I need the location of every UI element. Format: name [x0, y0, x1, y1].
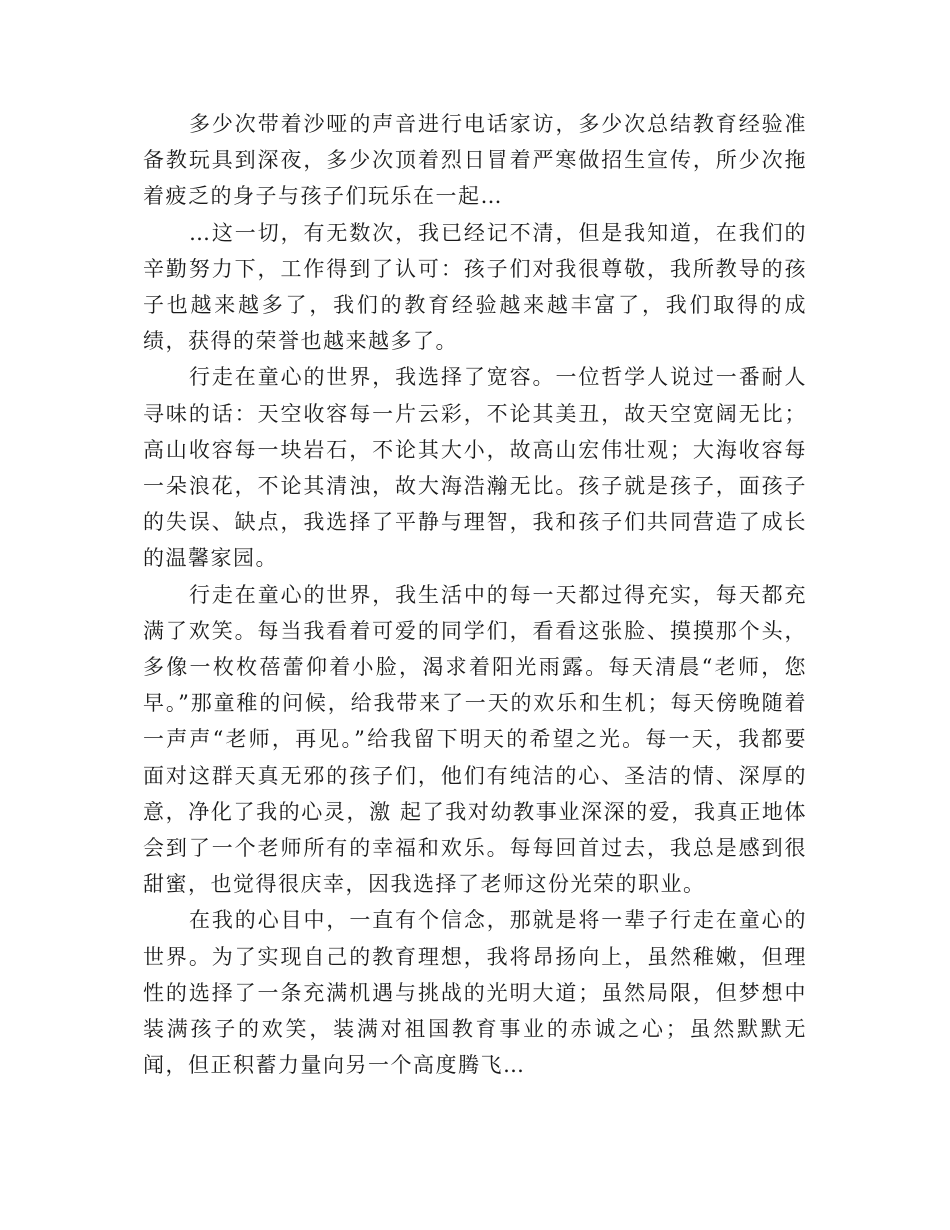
document-body — [143, 106, 807, 1083]
paragraph-5: 在我的心目中，一直有个信念，那就是将一辈子行走在童心的世界。为了实现自己的教育理想，我将昂扬向上，虽然稚嫩，但理性的选择了一条充满机遇与挑战的光明大道；虽然局限，但梦想中装满孩子的欢笑，装满对祖国教育事业的赤诚之心；虽然默默无闻，但正积蓄力量向另一个高度腾飞… — [143, 908, 807, 1078]
paragraph-1: 多少次带着沙哑的声音进行电话家访，多少次总结教育经验准备教玩具到深夜，多少次顶着烈日冒着严寒做招生宣传，所少次拖着疲乏的身子与孩子们玩乐在一起… — [143, 112, 807, 209]
paragraph-2: …这一切，有无数次，我已经记不清，但是我知道，在我们的辛勤努力下，工作得到了认可：孩子们对我很尊敬，我所教导的孩子也越来越多了，我们的教育经验越来越丰富了，我们取得的成绩，获得的荣誉也越来越多了。 — [143, 220, 807, 354]
paragraph-4: 行走在童心的世界，我生活中的每一天都过得充实，每天都充满了欢笑。每当我看着可爱的同学们，看看这张脸、摸摸那个头，多像一枚枚蓓蕾仰着小脸，渴求着阳光雨露。每天清晨“老师，您早。”那童稚的问候，给我带来了一天的欢乐和生机；每天傍晚随着一声声“老师，再见。”给我留下明天的希望之光。每一天，我都要面对这群天真无邪的孩子们，他们有纯洁的心、圣洁的情、深厚的意，净化了我的心灵，激 起了我对幼教事业深深的爱，我真正地体会到了一个老师所有的幸福和欢乐。每每回首过去，我总是感到很甜蜜，也觉得很庆幸，因我选择了老师这份光荣的职业。 — [143, 582, 807, 897]
paragraph-3: 行走在童心的世界，我选择了宽容。一位哲学人说过一番耐人寻味的话：天空收容每一片云彩，不论其美丑，故天空宽阔无比；高山收容每一块岩石，不论其大小，故高山宏伟壮观；大海收容每一朵浪花，不论其清浊，故大海浩瀚无比。孩子就是孩子，面孩子的失误、缺点，我选择了平静与理智，我和孩子们共同营造了成长的温馨家园。 — [143, 365, 807, 571]
